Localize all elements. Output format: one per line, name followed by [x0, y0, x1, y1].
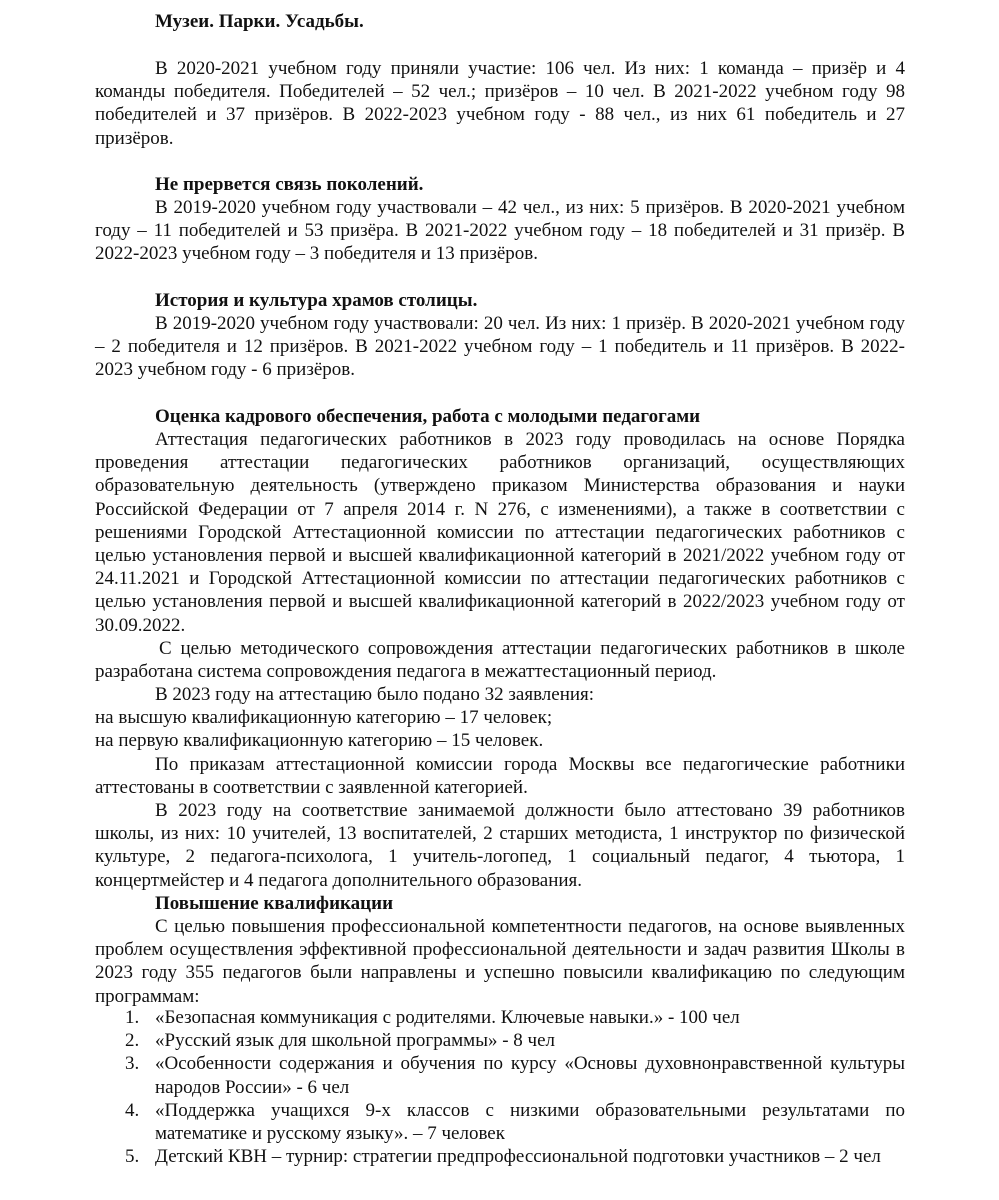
- paragraph-temples: В 2019-2020 учебном году участвовали: 20 чел. Из них: 1 призёр. В 2020-2021 учебном году – 2 победителя и 12 призёров. В 2021-2022 учебном году – 1 победитель и 11 призёров. В 2022-2023 учебном году - 6 призёров.: [95, 313, 905, 381]
- list-item: [125, 1052, 905, 1098]
- list-item-number: 5.: [125, 1146, 140, 1168]
- section-heading-museums: Музеи. Парки. Усадьбы.: [155, 11, 364, 32]
- section-heading-generations: Не прервется связь поколений.: [155, 174, 424, 195]
- paragraph-museums: В 2020-2021 учебном году приняли участие: 106 чел. Из них: 1 команда – призёр и 4 команды победителя. Победителей – 52 чел.; призёров – 10 чел. В 2021-2022 учебном году 98 победителей и 37 призёров. В 2022-2023 учебном году - 88 чел., из них 61 победитель и 27 призёров.: [95, 58, 905, 149]
- list-item: [125, 1006, 905, 1029]
- list-item-number: 3.: [125, 1053, 140, 1075]
- paragraph-applications: В 2023 году на аттестацию было подано 32 заявления:: [155, 684, 595, 705]
- section-heading-qualification: Повышение квалификации: [155, 893, 394, 914]
- list-item: [125, 1145, 905, 1168]
- programs-list: [125, 1006, 905, 1168]
- list-item-text: «Безопасная коммуникация с родителями. Ключевые навыки.» - 100 чел: [155, 1007, 740, 1028]
- list-item-text: «Русский язык для школьной программы» - 8 чел: [155, 1030, 556, 1052]
- paragraph-first-category: на первую квалификационную категорию – 15 человек.: [95, 730, 544, 751]
- paragraph-generations: В 2019-2020 учебном году участвовали – 42 чел., из них: 5 призёров. В 2020-2021 учебном году – 11 победителей и 53 призёра. В 2021-2022 учебном году – 18 победителей и 31 призёр. В 2022-2023 учебном году – 3 победителя и 13 призёров.: [95, 197, 905, 265]
- list-item: [125, 1029, 905, 1052]
- paragraph-methodical-support: С целью методического сопровождения аттестации педагогических работников в школе разработана система сопровождения педагога в межаттестационный период.: [95, 638, 905, 683]
- list-item: [125, 1099, 905, 1145]
- paragraph-qualification-intro: С целью повышения профессиональной компетентности педагогов, на основе выявленных проблем осуществления эффективной профессиональной деятельности и задач развития Школы в 2023 году 355 педагогов были направлены и успешно повысили квалификацию по следующим программам:: [95, 916, 905, 1007]
- list-item-number: 2.: [125, 1030, 140, 1052]
- list-item-number: 4.: [125, 1099, 140, 1121]
- list-item-number: 1.: [125, 1007, 140, 1028]
- paragraph-highest-category: на высшую квалификационную категорию – 17 человек;: [95, 707, 553, 728]
- list-item-text: Детский КВН – турнир: стратегии предпрофессиональной подготовки участников – 2 чел: [155, 1146, 881, 1168]
- paragraph-position-compliance: В 2023 году на соответствие занимаемой должности было аттестовано 39 работников школы, из них: 10 учителей, 13 воспитателей, 2 старших методиста, 1 инструктор по физической культуре, 2 педагога-психолога, 1 учитель-логопед, 1 социальный педагог, 4 тьютора, 1 концертмейстер и 4 педагога дополнительного образования.: [95, 800, 905, 891]
- paragraph-commission-orders: По приказам аттестационной комиссии города Москвы все педагогические работники аттестованы в соответствии с заявленной категорией.: [95, 754, 905, 799]
- paragraph-attestation-basis: Аттестация педагогических работников в 2023 году проводилась на основе Порядка проведения аттестации педагогических работников организаций, осуществляющих образовательную деятельность (утверждено приказом Министерства образования и науки Российской Федерации от 7 апреля 2014 г. N 276, с изменениями), а также в соответствии с решениями Городской Аттестационной комиссии по аттестации педагогических работников с целью установления первой и высшей квалификационной категорий в 2021/2022 учебном году от 24.11.2021 и Городской Аттестационной комиссии по аттестации педагогических работников с целью установления первой и высшей квалификационной категорий в 2022/2023 учебном году от 30.09.2022.: [95, 429, 905, 636]
- list-item-text: «Поддержка учащихся 9-х классов с низкими образовательными результатами по математике и русскому языку». – 7 человек: [155, 1099, 905, 1145]
- section-heading-temples: История и культура храмов столицы.: [155, 290, 478, 311]
- list-item-text: «Особенности содержания и обучения по курсу «Основы духовнонравственной культуры народов России» - 6 чел: [155, 1053, 905, 1098]
- section-heading-staffing: Оценка кадрового обеспечения, работа с молодыми педагогами: [155, 406, 701, 427]
